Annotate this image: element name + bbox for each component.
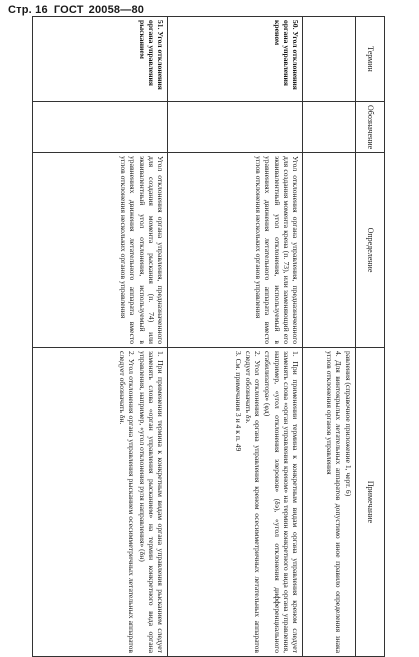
note-text: 1. При применении термина к конкретным видам органа управления креном следует заменять слова «орган управления креном» на термин конкретного вида органа управления, например, «угол отклонения элеронов» (δэ), «угол отклонения дифференциального стабилизатора» (φд)	[263, 351, 300, 653]
column-header-term: Термин	[356, 17, 385, 102]
definition-text: Угол отклонения органа управления, предназначенного для создания момента крена (п. 73), или заменяющий его эквивалентный угол отклонения, используемый в уравнениях движения летательного аппарата вместо углов отклонения нескольких органов управления	[254, 156, 300, 344]
table-row	[33, 17, 168, 657]
rotated-table-region	[25, 16, 385, 653]
column-header-definition: Определение	[356, 153, 385, 348]
definition-cell	[168, 153, 303, 348]
note-text: 1. При применении термина к конкретным видам органа управления рысканием следует заменять слова «орган управления рысканием» на термин конкретного вида органа управления, например, «угол отклонения руля направления» (δн)	[137, 351, 165, 653]
term-cell: 51. Угол отклонения органа управления рысканием	[33, 17, 168, 102]
note-text: равления (справочное приложение 1, черт. 6)	[344, 351, 353, 497]
note-cell	[168, 348, 303, 657]
table-row	[168, 17, 303, 657]
column-header-symbol: Обозначение	[356, 102, 385, 153]
table-cell	[303, 153, 356, 348]
note-text: 2. Угол отклонения органа управления рысканием осесимметричных летательных аппаратов следует обозначать δн.	[118, 351, 137, 653]
page-header	[8, 4, 144, 16]
column-header-note: Примечание	[356, 348, 385, 657]
gost-label: ГОСТ	[53, 4, 84, 16]
symbol-cell	[168, 102, 303, 153]
definition-cell	[33, 153, 168, 348]
page-number: Стр. 16	[8, 4, 48, 16]
definition-text: Угол отклонения органа управления, предназначенного для создания момента рыскания (п. 74) или эквивалентный угол отклонения, используемый в уравнениях движения летательного аппарата вместо углов отклонения нескольких органов управления	[119, 156, 165, 344]
note-cell	[303, 348, 356, 657]
note-text: 4. Для винтокрылых летательных аппаратов допустимо иное правило определения знака углов отклонения органов управления	[324, 351, 343, 653]
table-cell	[303, 102, 356, 153]
table-header-row	[356, 17, 385, 657]
terms-table	[32, 16, 385, 657]
term-cell: 50. Угол отклонения органа управления креном	[168, 17, 303, 102]
note-cell	[33, 348, 168, 657]
table-cell	[303, 17, 356, 102]
symbol-cell	[33, 102, 168, 153]
note-text: 3. См. примечания 3 и 4 к п. 49	[233, 351, 243, 452]
gost-number: 20058—80	[88, 4, 145, 16]
table-row	[303, 17, 356, 657]
note-text: 2. Угол отклонения органа управления креном осесимметричных летательных аппаратов следует обозначать δэ.	[243, 351, 263, 653]
